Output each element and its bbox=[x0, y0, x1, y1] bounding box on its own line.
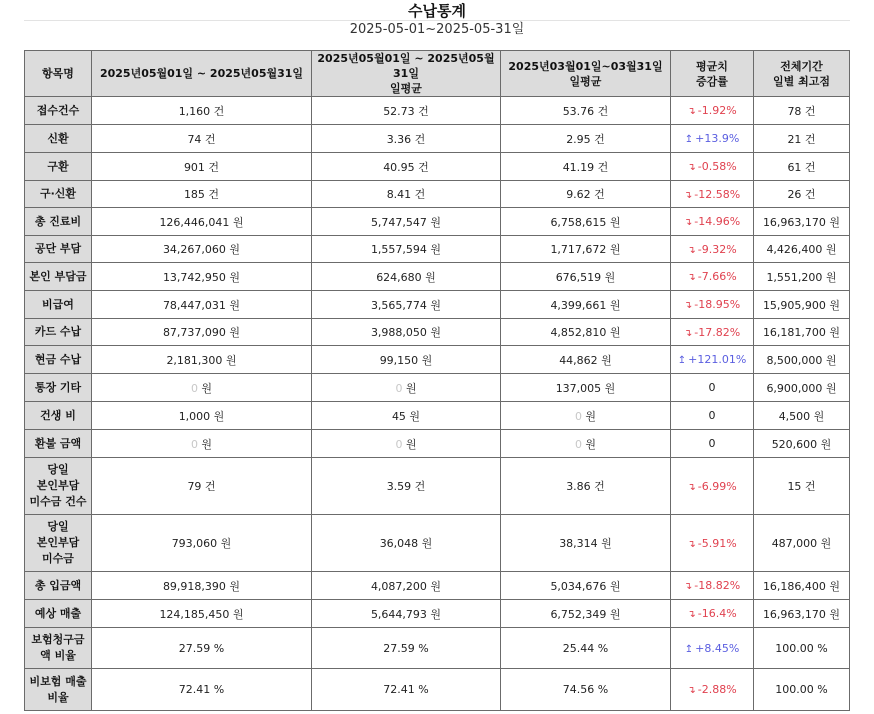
row-label bbox=[25, 669, 92, 711]
cell-change-rate bbox=[671, 319, 754, 346]
cell-avg: 5,747,547 원 bbox=[312, 208, 501, 236]
row-label-text: 당일 bbox=[47, 463, 69, 476]
cell-daily-max: 4,500 원 bbox=[754, 402, 850, 430]
cell-daily-max: 16,963,170 원 bbox=[754, 208, 850, 236]
trend-down-icon: ↴ bbox=[687, 272, 696, 283]
row-label bbox=[25, 97, 92, 125]
unit-text: 원 bbox=[581, 437, 597, 451]
row-label-text: 본인부담 bbox=[36, 479, 80, 492]
column-header-text: 일평균 bbox=[390, 82, 422, 95]
cell-prev: 4,399,661 원 bbox=[501, 291, 671, 319]
cell-daily-max: 16,963,170 원 bbox=[754, 600, 850, 628]
row-label bbox=[25, 346, 92, 374]
change-rate-text: +13.9% bbox=[695, 132, 740, 145]
cell-change-rate: 0 bbox=[671, 374, 754, 402]
cell-change-rate bbox=[671, 125, 754, 153]
cell-prev: 25.44 % bbox=[501, 628, 671, 669]
cell-change-rate: 0 bbox=[671, 430, 754, 458]
cell-total bbox=[92, 430, 312, 458]
row-label bbox=[25, 430, 92, 458]
row-label-text: 비보험 매출 bbox=[29, 674, 87, 688]
table-row bbox=[25, 402, 850, 430]
unit-text: 원 bbox=[197, 381, 213, 395]
report-header bbox=[0, 0, 874, 50]
column-header-period-total bbox=[92, 51, 312, 97]
row-label-text: 총 입금액 bbox=[34, 578, 82, 592]
cell-avg: 3.59 건 bbox=[312, 458, 501, 515]
trend-up-icon: ↥ bbox=[684, 643, 694, 655]
change-rate-text: -9.32% bbox=[697, 242, 737, 256]
cell-daily-max: 16,186,400 원 bbox=[754, 572, 850, 600]
column-header-text: 증감률 bbox=[696, 74, 728, 88]
trend-down-icon: ↴ bbox=[683, 300, 693, 311]
cell-daily-max: 4,426,400 원 bbox=[754, 236, 850, 263]
cell-total: 2,181,300 원 bbox=[92, 346, 312, 374]
row-label bbox=[25, 291, 92, 319]
trend-down-icon: ↴ bbox=[687, 609, 696, 620]
column-header-item-name bbox=[25, 51, 92, 97]
cell-avg: 5,644,793 원 bbox=[312, 600, 501, 628]
row-label-text: 신환 bbox=[47, 131, 69, 145]
cell-prev: 1,717,672 원 bbox=[501, 236, 671, 263]
trend-down-icon: ↴ bbox=[687, 538, 696, 550]
cell-daily-max: 15,905,900 원 bbox=[754, 291, 850, 319]
table-row bbox=[25, 458, 850, 515]
change-rate-text: -16.4% bbox=[697, 607, 737, 620]
cell-avg: 3.36 건 bbox=[312, 125, 501, 153]
cell-avg: 45 원 bbox=[312, 402, 501, 430]
row-label bbox=[25, 458, 92, 515]
cell-change-rate bbox=[671, 600, 754, 628]
cell-daily-max: 61 건 bbox=[754, 153, 850, 181]
row-label-text: 본인부담 bbox=[36, 536, 80, 549]
change-rate-text: -18.82% bbox=[694, 579, 741, 592]
cell-change-rate bbox=[671, 628, 754, 669]
table-row bbox=[25, 430, 850, 458]
cell-avg: 4,087,200 원 bbox=[312, 572, 501, 600]
column-header-text: 일별 최고점 bbox=[773, 74, 830, 88]
trend-down-icon: ↴ bbox=[687, 162, 696, 173]
change-rate-text: -5.91% bbox=[697, 536, 737, 550]
zero-value: 0 bbox=[395, 381, 403, 395]
table-row bbox=[25, 669, 850, 711]
cell-avg: 36,048 원 bbox=[312, 515, 501, 572]
table-row bbox=[25, 572, 850, 600]
cell-daily-max: 8,500,000 원 bbox=[754, 346, 850, 374]
cell-total: 34,267,060 원 bbox=[92, 236, 312, 263]
cell-change-rate bbox=[671, 236, 754, 263]
cell-daily-max: 16,181,700 원 bbox=[754, 319, 850, 346]
row-label bbox=[25, 374, 92, 402]
cell-change-rate bbox=[671, 263, 754, 291]
cell-change-rate bbox=[671, 572, 754, 600]
row-label-text: 총 진료비 bbox=[34, 214, 82, 228]
cell-avg: 8.41 건 bbox=[312, 181, 501, 208]
change-rate-text: +121.01% bbox=[688, 353, 747, 366]
cell-prev: 6,758,615 원 bbox=[501, 208, 671, 236]
cell-avg: 99,150 원 bbox=[312, 346, 501, 374]
cell-total: 124,185,450 원 bbox=[92, 600, 312, 628]
row-label-text: 통장 기타 bbox=[34, 380, 82, 394]
cell-total: 1,160 건 bbox=[92, 97, 312, 125]
column-header-daily-average bbox=[312, 51, 501, 97]
table-row bbox=[25, 97, 850, 125]
cell-avg bbox=[312, 374, 501, 402]
column-header-text: 2025년03월01일~03월31일 bbox=[508, 59, 663, 73]
table-row bbox=[25, 600, 850, 628]
zero-value: 0 bbox=[574, 437, 582, 451]
cell-change-rate bbox=[671, 97, 754, 125]
table-row bbox=[25, 319, 850, 346]
zero-value: 0 bbox=[190, 437, 198, 451]
row-label-text: 당일 bbox=[47, 520, 69, 533]
table-row bbox=[25, 263, 850, 291]
trend-down-icon: ↴ bbox=[683, 189, 693, 201]
table-row bbox=[25, 291, 850, 319]
unit-text: 원 bbox=[402, 437, 417, 451]
column-header-change-rate bbox=[671, 51, 754, 97]
table-row bbox=[25, 153, 850, 181]
cell-prev: 137,005 원 bbox=[501, 374, 671, 402]
cell-avg: 40.95 건 bbox=[312, 153, 501, 181]
cell-daily-max: 100.00 % bbox=[754, 628, 850, 669]
zero-value: 0 bbox=[190, 381, 198, 395]
cell-total: 1,000 원 bbox=[92, 402, 312, 430]
change-rate-text: -1.92% bbox=[697, 104, 737, 117]
table-row bbox=[25, 125, 850, 153]
cell-avg bbox=[312, 430, 501, 458]
column-header-previous-daily-average bbox=[501, 51, 671, 97]
change-rate-text: -0.58% bbox=[697, 160, 737, 173]
trend-down-icon: ↴ bbox=[687, 244, 696, 256]
trend-down-icon: ↴ bbox=[683, 581, 693, 592]
cell-avg: 72.41 % bbox=[312, 669, 501, 711]
trend-down-icon: ↴ bbox=[687, 685, 696, 696]
row-label-text: 환불 금액 bbox=[34, 436, 82, 450]
row-label-text: 공단 부담 bbox=[34, 242, 82, 255]
row-label-text: 미수금 건수 bbox=[29, 495, 87, 508]
cell-total: 74 건 bbox=[92, 125, 312, 153]
cell-total: 185 건 bbox=[92, 181, 312, 208]
trend-up-icon: ↥ bbox=[684, 134, 694, 145]
cell-daily-max: 26 건 bbox=[754, 181, 850, 208]
cell-total: 87,737,090 원 bbox=[92, 319, 312, 346]
cell-prev: 9.62 건 bbox=[501, 181, 671, 208]
row-label-text: 보험청구금 bbox=[31, 633, 85, 646]
cell-daily-max: 21 건 bbox=[754, 125, 850, 153]
cell-avg: 624,680 원 bbox=[312, 263, 501, 291]
column-header-overall-daily-max bbox=[754, 51, 850, 97]
statistics-table bbox=[24, 50, 850, 711]
unit-text: 원 bbox=[581, 409, 597, 423]
row-label bbox=[25, 319, 92, 346]
column-header-text: 일평균 bbox=[569, 74, 602, 88]
cell-total: 793,060 원 bbox=[92, 515, 312, 572]
column-header-text: 평균치 bbox=[696, 59, 728, 73]
change-rate-text: -17.82% bbox=[694, 325, 741, 339]
row-label-text: 액 비율 bbox=[40, 649, 76, 662]
row-label-text: 비율 bbox=[47, 690, 69, 704]
column-header-text: 전체기간 bbox=[780, 59, 823, 73]
cell-avg: 1,557,594 원 bbox=[312, 236, 501, 263]
trend-down-icon: ↴ bbox=[683, 327, 693, 339]
row-label-text: 예상 매출 bbox=[34, 606, 82, 620]
row-label bbox=[25, 628, 92, 669]
cell-total: 13,742,950 원 bbox=[92, 263, 312, 291]
cell-prev: 74.56 % bbox=[501, 669, 671, 711]
row-label-text: 미수금 bbox=[42, 552, 74, 565]
row-label-text: 본인 부담금 bbox=[29, 269, 87, 283]
cell-prev: 6,752,349 원 bbox=[501, 600, 671, 628]
cell-daily-max: 487,000 원 bbox=[754, 515, 850, 572]
cell-avg: 3,988,050 원 bbox=[312, 319, 501, 346]
cell-total: 901 건 bbox=[92, 153, 312, 181]
row-label bbox=[25, 181, 92, 208]
cell-prev: 53.76 건 bbox=[501, 97, 671, 125]
zero-value: 0 bbox=[574, 409, 582, 423]
cell-change-rate bbox=[671, 458, 754, 515]
change-rate-text: -7.66% bbox=[697, 270, 737, 283]
row-label-text: 카드 수납 bbox=[34, 325, 82, 338]
row-label bbox=[25, 125, 92, 153]
change-rate-text: -18.95% bbox=[694, 298, 741, 311]
trend-down-icon: ↴ bbox=[687, 481, 696, 493]
trend-down-icon: ↴ bbox=[683, 217, 693, 228]
table-row bbox=[25, 346, 850, 374]
cell-total: 126,446,041 원 bbox=[92, 208, 312, 236]
cell-change-rate bbox=[671, 291, 754, 319]
table-row bbox=[25, 515, 850, 572]
row-label bbox=[25, 153, 92, 181]
change-rate-text: -2.88% bbox=[697, 683, 737, 696]
column-header-text: 2025년05월01일 ~ 2025년05월31일 bbox=[317, 52, 495, 80]
change-rate-text: -14.96% bbox=[694, 215, 741, 228]
cell-prev: 38,314 원 bbox=[501, 515, 671, 572]
column-header-text: 항목명 bbox=[42, 67, 74, 80]
cell-total bbox=[92, 374, 312, 402]
cell-change-rate bbox=[671, 346, 754, 374]
cell-prev bbox=[501, 402, 671, 430]
change-rate-text: -6.99% bbox=[697, 479, 737, 493]
cell-prev bbox=[501, 430, 671, 458]
cell-change-rate bbox=[671, 669, 754, 711]
cell-total: 27.59 % bbox=[92, 628, 312, 669]
cell-total: 78,447,031 원 bbox=[92, 291, 312, 319]
cell-daily-max: 520,600 원 bbox=[754, 430, 850, 458]
table-row bbox=[25, 236, 850, 263]
table-row bbox=[25, 374, 850, 402]
cell-total: 79 건 bbox=[92, 458, 312, 515]
zero-value: 0 bbox=[395, 437, 403, 451]
cell-daily-max: 78 건 bbox=[754, 97, 850, 125]
row-label bbox=[25, 600, 92, 628]
table-row bbox=[25, 208, 850, 236]
page-title: 수납통계 bbox=[408, 2, 466, 20]
table-row bbox=[25, 181, 850, 208]
table-body bbox=[25, 97, 850, 711]
cell-prev: 44,862 원 bbox=[501, 346, 671, 374]
cell-daily-max: 100.00 % bbox=[754, 669, 850, 711]
cell-daily-max: 15 건 bbox=[754, 458, 850, 515]
unit-text: 원 bbox=[197, 437, 213, 451]
row-label-text: 구환 bbox=[47, 159, 69, 173]
cell-prev: 676,519 원 bbox=[501, 263, 671, 291]
row-label-text: 비급여 bbox=[42, 297, 74, 311]
cell-prev: 5,034,676 원 bbox=[501, 572, 671, 600]
row-label bbox=[25, 572, 92, 600]
change-rate-text: -12.58% bbox=[694, 187, 741, 201]
table-row bbox=[25, 628, 850, 669]
row-label-text: 접수건수 bbox=[36, 103, 80, 117]
cell-prev: 3.86 건 bbox=[501, 458, 671, 515]
row-label bbox=[25, 208, 92, 236]
cell-daily-max: 6,900,000 원 bbox=[754, 374, 850, 402]
cell-prev: 2.95 건 bbox=[501, 125, 671, 153]
trend-up-icon: ↥ bbox=[677, 355, 687, 366]
cell-change-rate bbox=[671, 181, 754, 208]
row-label bbox=[25, 402, 92, 430]
row-label bbox=[25, 263, 92, 291]
unit-text: 원 bbox=[402, 381, 417, 395]
trend-down-icon: ↴ bbox=[687, 106, 696, 117]
cell-change-rate bbox=[671, 515, 754, 572]
cell-avg: 3,565,774 원 bbox=[312, 291, 501, 319]
row-label bbox=[25, 236, 92, 263]
cell-daily-max: 1,551,200 원 bbox=[754, 263, 850, 291]
row-label bbox=[25, 515, 92, 572]
cell-avg: 27.59 % bbox=[312, 628, 501, 669]
row-label-text: 건생 비 bbox=[40, 408, 76, 422]
cell-total: 72.41 % bbox=[92, 669, 312, 711]
column-header-text: 2025년05월01일 ~ 2025년05월31일 bbox=[99, 67, 304, 80]
cell-change-rate bbox=[671, 208, 754, 236]
row-label-text: 현금 수납 bbox=[34, 352, 82, 366]
cell-total: 89,918,390 원 bbox=[92, 572, 312, 600]
date-range-subtitle: 2025-05-01~2025-05-31일 bbox=[349, 22, 525, 37]
cell-change-rate bbox=[671, 153, 754, 181]
cell-change-rate: 0 bbox=[671, 402, 754, 430]
row-label-text: 구·신환 bbox=[39, 187, 77, 200]
cell-prev: 4,852,810 원 bbox=[501, 319, 671, 346]
change-rate-text: +8.45% bbox=[695, 641, 740, 655]
table-header-row bbox=[25, 51, 850, 97]
cell-avg: 52.73 건 bbox=[312, 97, 501, 125]
cell-prev: 41.19 건 bbox=[501, 153, 671, 181]
